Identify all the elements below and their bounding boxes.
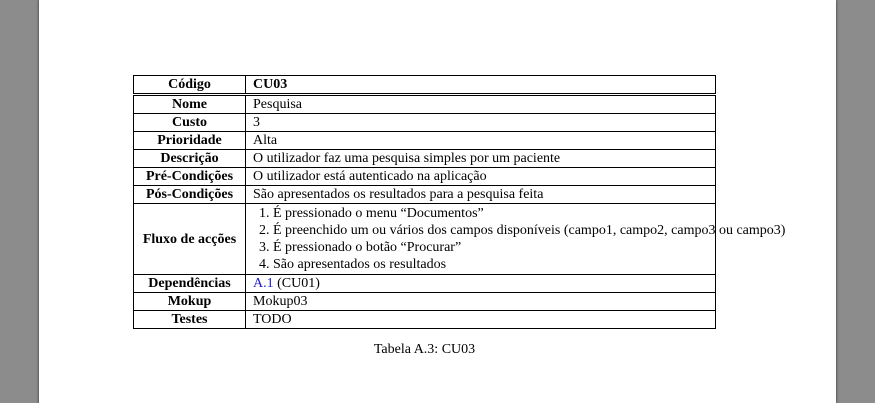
row-value-pre-condicoes: O utilizador está autenticado na aplicação	[246, 168, 716, 186]
table-row	[134, 186, 716, 204]
flow-step: 2. É preenchido um ou vários dos campos disponíveis (campo1, campo2, campo3 ou campo3)	[259, 223, 786, 238]
row-key-fluxo: Fluxo de acções	[134, 204, 246, 275]
header-key-cell: Código	[134, 76, 246, 95]
table-row	[134, 204, 716, 275]
table-caption: Tabela A.3: CU03	[373, 342, 476, 357]
flow-step: 1. É pressionado o menu “Documentos”	[259, 206, 484, 221]
row-value-testes: TODO	[246, 311, 716, 329]
row-value-prioridade: Alta	[246, 132, 716, 150]
document-page	[39, 0, 836, 403]
row-key-testes: Testes	[134, 311, 246, 329]
table-row	[134, 114, 716, 132]
table-row	[134, 275, 716, 293]
row-key-mokup: Mokup	[134, 293, 246, 311]
row-key-nome: Nome	[134, 95, 246, 114]
row-value-mokup: Mokup03	[246, 293, 716, 311]
row-value-dependencias	[246, 275, 716, 293]
use-case-table	[133, 75, 786, 329]
row-value-nome: Pesquisa	[246, 95, 716, 114]
row-key-dependencias: Dependências	[134, 275, 246, 293]
row-key-pos-condicoes: Pós-Condições	[134, 186, 246, 204]
row-value-pos-condicoes: São apresentados os resultados para a pesquisa feita	[246, 186, 716, 204]
table-row	[134, 95, 716, 114]
row-value-fluxo	[246, 204, 786, 275]
flow-steps-list	[253, 205, 786, 273]
flow-step: 3. É pressionado o botão “Procurar”	[259, 240, 462, 255]
row-value-custo: 3	[246, 114, 716, 132]
flow-step: 4. São apresentados os resultados	[259, 257, 447, 272]
dependency-link[interactable]: A.1	[253, 276, 274, 291]
row-value-descricao: O utilizador faz uma pesquisa simples por um paciente	[246, 150, 716, 168]
row-key-custo: Custo	[134, 114, 246, 132]
row-key-pre-condicoes: Pré-Condições	[134, 168, 246, 186]
row-key-prioridade: Prioridade	[134, 132, 246, 150]
table-row	[134, 132, 716, 150]
table-row	[134, 311, 716, 329]
table-header-row	[134, 76, 716, 95]
dependency-text: (CU01)	[273, 276, 320, 291]
row-key-descricao: Descrição	[134, 150, 246, 168]
table-row	[134, 150, 716, 168]
table-row	[134, 293, 716, 311]
table-row	[134, 168, 716, 186]
header-value-cell: CU03	[246, 76, 716, 95]
